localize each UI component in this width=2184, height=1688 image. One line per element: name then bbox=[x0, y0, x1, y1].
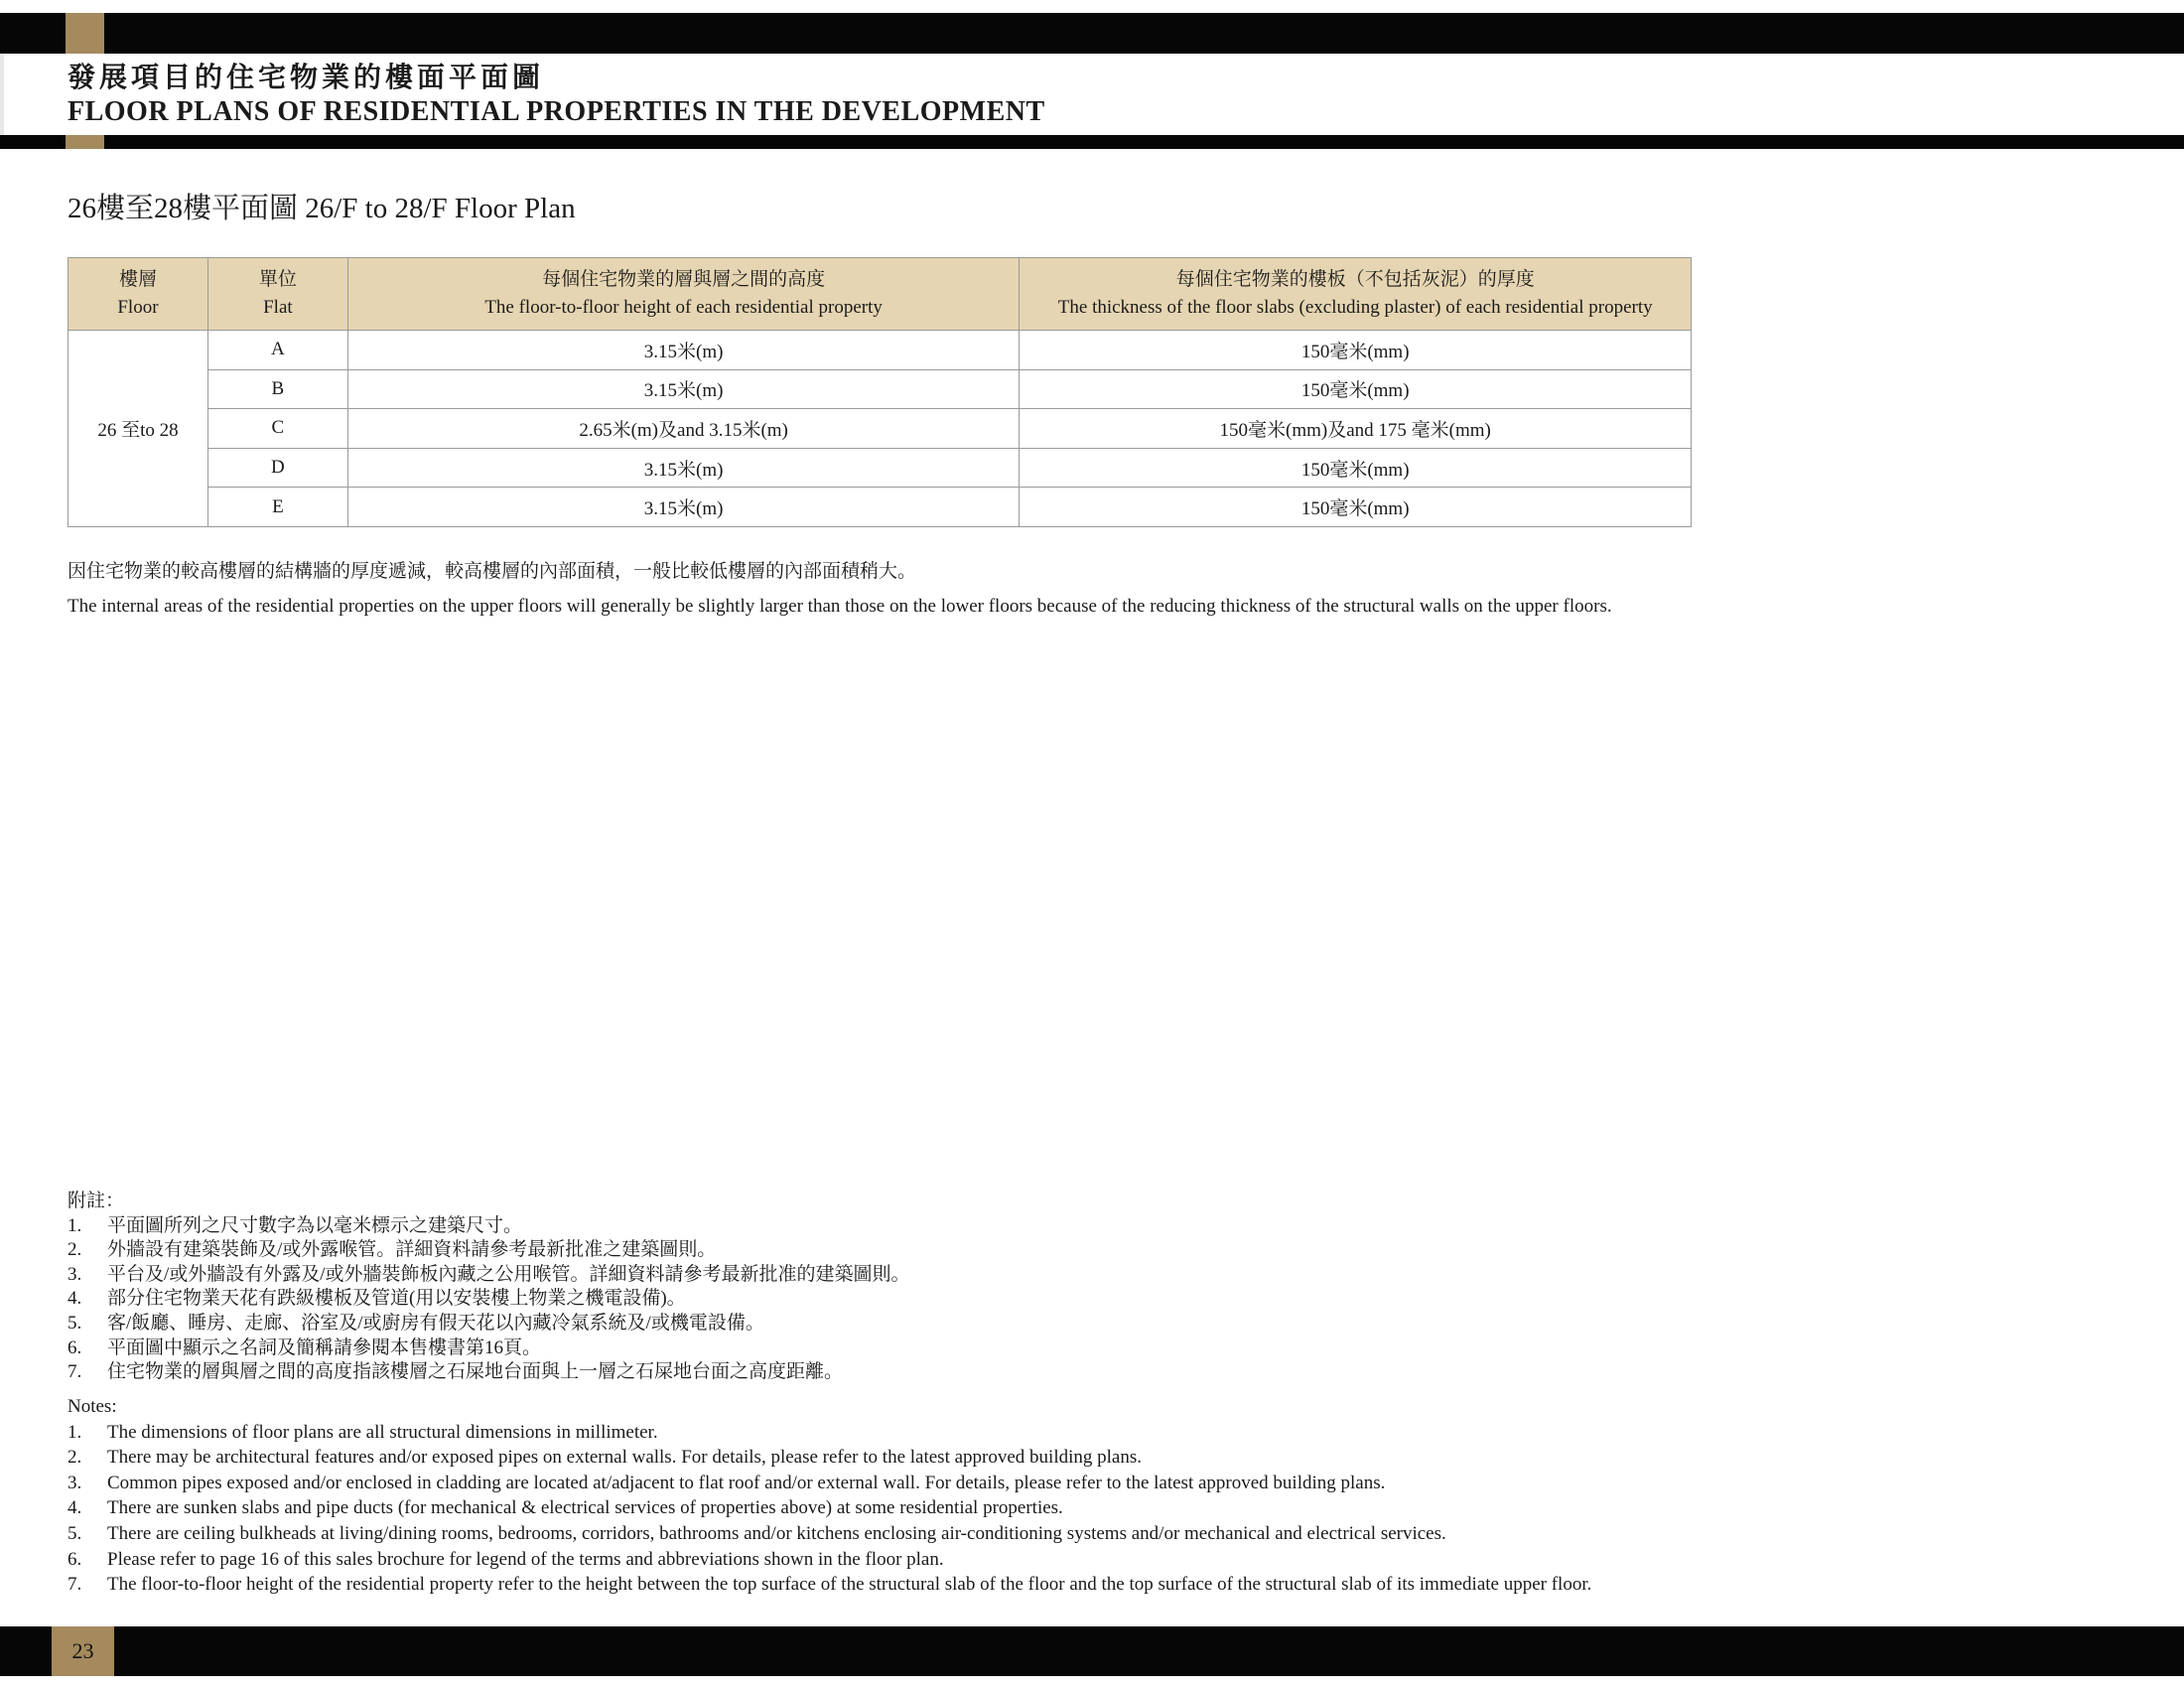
list-item bbox=[68, 1287, 910, 1312]
note-text: 平台及/或外牆設有外露及/或外牆裝飾板內藏之公用喉管。詳細資料請參考最新批准的建築圖則。 bbox=[107, 1263, 910, 1285]
note-text: There are sunken slabs and pipe ducts (for mechanical & electrical services of properties above) at some residential properties. bbox=[107, 1497, 1063, 1519]
header-flat bbox=[207, 258, 347, 331]
list-item bbox=[68, 1547, 1591, 1573]
note-number: 5. bbox=[68, 1312, 82, 1334]
notes-chinese-heading: 附註： bbox=[68, 1191, 125, 1211]
height-cell: 3.15米(m) bbox=[347, 369, 1020, 409]
header-thickness-zh: 每個住宅物業的樓板（不包括灰泥）的厚度 bbox=[1175, 269, 1535, 290]
list-item bbox=[68, 1521, 1591, 1547]
list-item bbox=[68, 1360, 910, 1385]
notes-english-heading: Notes: bbox=[68, 1396, 117, 1417]
flat-cell: E bbox=[207, 488, 347, 527]
note-text: 客/飯廳、睡房、走廊、浴室及/或廚房有假天花以內藏冷氣系統及/或機電設備。 bbox=[107, 1312, 764, 1334]
height-cell: 3.15米(m) bbox=[347, 488, 1020, 527]
notes-chinese bbox=[68, 1190, 910, 1385]
flat-cell: A bbox=[207, 331, 347, 370]
height-cell: 3.15米(m) bbox=[347, 331, 1020, 370]
header-height-zh: 每個住宅物業的層與層之間的高度 bbox=[542, 269, 826, 290]
note-text: 平面圖所列之尺寸數字為以毫米標示之建築尺寸。 bbox=[107, 1214, 523, 1236]
table-row bbox=[68, 369, 1692, 409]
note-number: 3. bbox=[68, 1263, 82, 1285]
header-flat-en: Flat bbox=[263, 297, 293, 318]
list-item bbox=[68, 1238, 910, 1263]
note-number: 2. bbox=[68, 1447, 82, 1469]
list-item bbox=[68, 1312, 910, 1336]
remark-english: The internal areas of the residential properties on the upper floors will generally be slightly larger than those on the lower floors because of the reducing thickness of the structural walls on the upper floors. bbox=[68, 596, 1612, 617]
gold-accent-tab-lower bbox=[66, 135, 104, 149]
header-bottom-rule bbox=[0, 135, 2184, 149]
flat-cell: D bbox=[207, 448, 347, 488]
table-row bbox=[68, 448, 1692, 488]
list-item bbox=[68, 1572, 1591, 1598]
note-text: The floor-to-floor height of the residential property refer to the height between the top surface of the structural slab of the floor and the top surface of the structural slab of its immediate upper floor. bbox=[107, 1574, 1592, 1596]
note-text: The dimensions of floor plans are all structural dimensions in millimeter. bbox=[107, 1421, 658, 1443]
footer-black-bar bbox=[0, 1626, 2184, 1676]
note-number: 1. bbox=[68, 1421, 82, 1443]
list-item bbox=[68, 1420, 1591, 1446]
thickness-cell: 150毫米(mm) bbox=[1020, 448, 1692, 488]
note-number: 4. bbox=[68, 1497, 82, 1519]
table-row bbox=[68, 331, 1692, 370]
note-number: 4. bbox=[68, 1288, 82, 1310]
note-number: 7. bbox=[68, 1361, 82, 1383]
header-thickness bbox=[1020, 258, 1692, 331]
note-text: 外牆設有建築裝飾及/或外露喉管。詳細資料請參考最新批准之建築圖則。 bbox=[107, 1239, 717, 1261]
note-number: 7. bbox=[68, 1574, 82, 1596]
note-number: 5. bbox=[68, 1522, 82, 1544]
note-number: 3. bbox=[68, 1472, 82, 1493]
header-floor-en: Floor bbox=[117, 297, 159, 318]
floor-plan-title: 26樓至28樓平面圖 26/F to 28/F Floor Plan bbox=[68, 193, 576, 224]
flat-cell: B bbox=[207, 369, 347, 409]
header-height-en: The floor-to-floor height of each residential property bbox=[484, 297, 883, 318]
header-floor bbox=[68, 258, 208, 331]
table-row bbox=[68, 488, 1692, 527]
header-flat-zh: 單位 bbox=[258, 269, 297, 290]
note-number: 6. bbox=[68, 1336, 82, 1358]
list-item bbox=[68, 1445, 1591, 1471]
table-row bbox=[68, 409, 1692, 449]
note-text: There are ceiling bulkheads at living/dining rooms, bedrooms, corridors, bathrooms and/or kitchens enclosing air-conditioning systems and/or mechanical and electrical services. bbox=[107, 1522, 1446, 1544]
list-item bbox=[68, 1214, 910, 1239]
header-thickness-en: The thickness of the floor slabs (excluding plaster) of each residential property bbox=[1057, 297, 1653, 318]
note-text: 住宅物業的層與層之間的高度指該樓層之石屎地台面與上一層之石屎地台面之高度距離。 bbox=[107, 1361, 844, 1383]
table-header-row bbox=[68, 258, 1692, 331]
note-text: Common pipes exposed and/or enclosed in cladding are located at/adjacent to flat roof and/or external wall. For details, please refer to the latest approved building plans. bbox=[107, 1472, 1386, 1493]
page-number: 23 bbox=[52, 1626, 114, 1676]
notes-english bbox=[68, 1394, 1591, 1598]
note-number: 6. bbox=[68, 1548, 82, 1570]
list-item bbox=[68, 1495, 1591, 1521]
top-black-bar bbox=[0, 13, 2184, 54]
remark-chinese: 因住宅物業的較高樓層的結構牆的厚度遞減，較高樓層的內部面積，一般比較低樓層的內部面積稍大。 bbox=[68, 561, 917, 582]
gold-accent-tab bbox=[66, 13, 104, 54]
list-item bbox=[68, 1336, 910, 1361]
thickness-cell: 150毫米(mm) bbox=[1020, 369, 1692, 409]
height-cell: 3.15米(m) bbox=[347, 448, 1020, 488]
list-item bbox=[68, 1263, 910, 1288]
thickness-cell: 150毫米(mm)及and 175 毫米(mm) bbox=[1020, 409, 1692, 449]
note-text: There may be architectural features and/or exposed pipes on external walls. For details, please refer to the latest approved building plans. bbox=[107, 1447, 1142, 1469]
section-title-chinese: 發展項目的住宅物業的樓面平面圖 bbox=[68, 63, 545, 93]
header-floor-zh: 樓層 bbox=[118, 269, 157, 290]
floor-range-cell: 26 至to 28 bbox=[68, 331, 208, 527]
thickness-cell: 150毫米(mm) bbox=[1020, 488, 1692, 527]
list-item bbox=[68, 1471, 1591, 1496]
note-text: 平面圖中顯示之名詞及簡稱請參閱本售樓書第16頁。 bbox=[107, 1336, 542, 1358]
height-cell: 2.65米(m)及and 3.15米(m) bbox=[347, 409, 1020, 449]
note-text: Please refer to page 16 of this sales brochure for legend of the terms and abbreviations shown in the floor plan. bbox=[107, 1548, 944, 1570]
thickness-cell: 150毫米(mm) bbox=[1020, 331, 1692, 370]
note-number: 1. bbox=[68, 1214, 82, 1236]
floor-height-table bbox=[68, 257, 1692, 527]
section-title-english: FLOOR PLANS OF RESIDENTIAL PROPERTIES IN THE DEVELOPMENT bbox=[68, 96, 1045, 127]
flat-cell: C bbox=[207, 409, 347, 449]
note-number: 2. bbox=[68, 1239, 82, 1261]
note-text: 部分住宅物業天花有跌級樓板及管道(用以安裝樓上物業之機電設備)。 bbox=[107, 1288, 686, 1310]
header-height bbox=[347, 258, 1020, 331]
